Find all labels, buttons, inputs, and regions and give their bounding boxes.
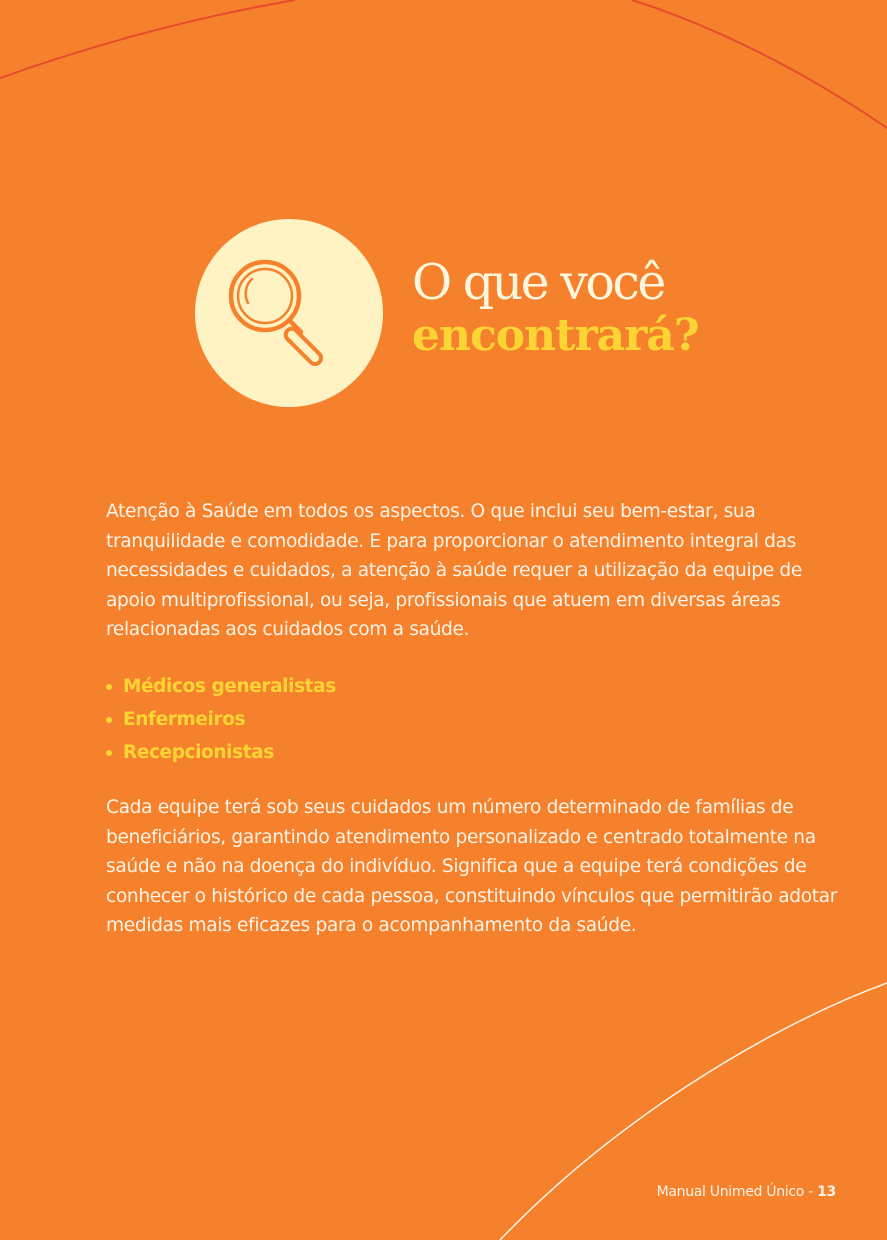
team-paragraph: Cada equipe terá sob seus cuidados um número determinado de famílias de beneficiários, garantindo atendimento personalizado e centrado totalmente na saúde e não na doença do indivíduo. Significa que a equipe terá condições de conhecer o histórico de cada pessoa, constituindo vínculos que permitirão adotar medidas mais eficazes para o acompanhamento da saúde. xyxy=(106,797,838,937)
footer-label: Manual Unimed Único - xyxy=(656,1184,818,1200)
bullet-icon xyxy=(106,717,112,723)
list-item xyxy=(104,670,336,703)
list-item-label: Enfermeiros xyxy=(123,709,246,730)
title-line-1: O que você xyxy=(412,254,664,311)
search-icon-badge xyxy=(195,219,383,407)
bullet-icon xyxy=(106,684,112,690)
page-number: 13 xyxy=(817,1184,836,1200)
page-title xyxy=(412,255,699,361)
title-line-2: encontrará? xyxy=(412,310,699,361)
page-footer xyxy=(657,1181,836,1203)
bullet-icon xyxy=(106,750,112,756)
list-item xyxy=(104,736,336,769)
magnifying-glass-icon xyxy=(195,219,383,407)
intro-paragraph: Atenção à Saúde em todos os aspectos. O que inclui seu bem-estar, sua tranquilidade e comodidade. E para proporcionar o atendimento integral das necessidades e cuidados, a atenção à saúde requer a utilização da equipe de apoio multiprofissional, ou seja, profissionais que atuem em diversas áreas relacionadas aos cuidados com a saúde. xyxy=(106,501,802,641)
list-item-label: Médicos generalistas xyxy=(123,676,336,697)
list-item-label: Recepcionistas xyxy=(123,742,274,763)
professionals-list xyxy=(104,670,336,769)
list-item xyxy=(104,703,336,736)
